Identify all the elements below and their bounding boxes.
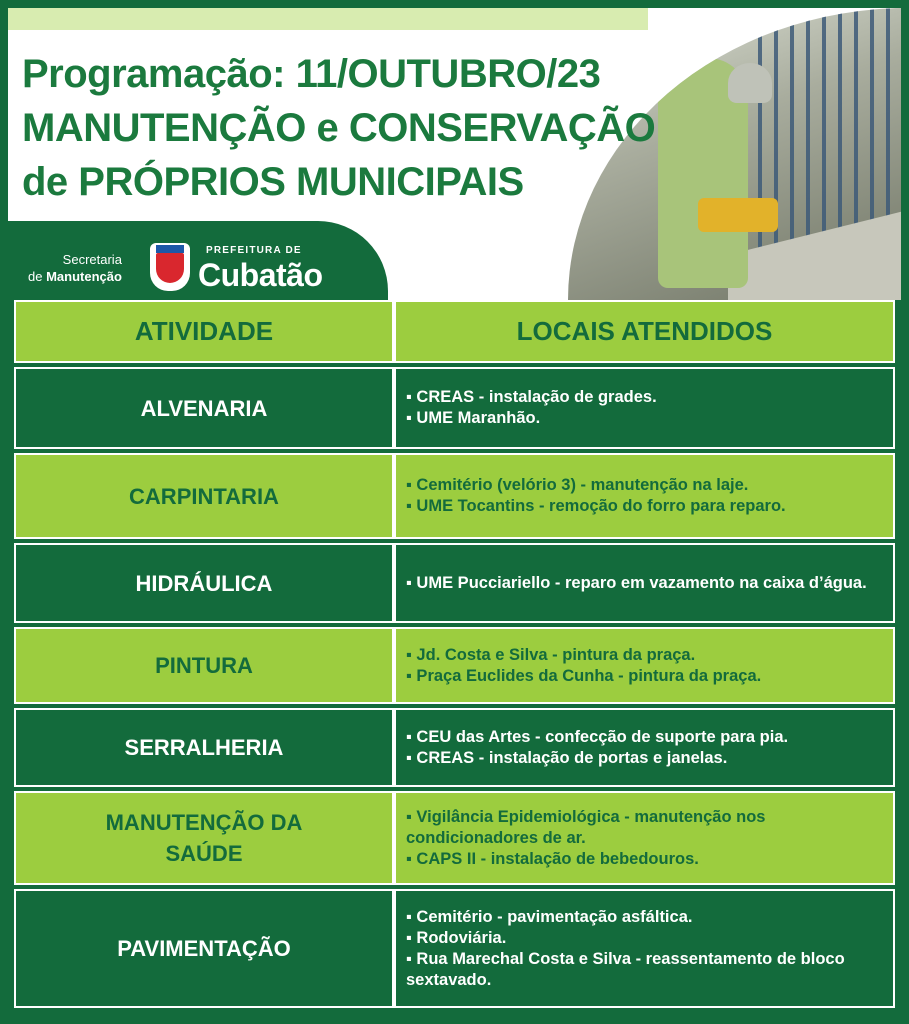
location-item: ▪ CEU das Artes - confecção de suporte para pia. (406, 727, 789, 746)
activity-label: SERRALHERIA (124, 735, 284, 760)
activity-cell (14, 708, 394, 787)
locations-cell (394, 367, 895, 449)
header-activity: ATIVIDADE (14, 300, 394, 363)
locations-list (406, 387, 657, 429)
city-crest-icon (150, 243, 190, 291)
locations-cell (394, 708, 895, 787)
activity-cell (14, 367, 394, 449)
location-item: ▪ Cemitério - pavimentação asfáltica. (406, 907, 693, 926)
secretaria-label (28, 251, 122, 285)
locations-cell (394, 791, 895, 885)
location-item: ▪ UME Tocantins - remoção do forro para reparo. (406, 497, 786, 515)
locations-list (406, 645, 761, 687)
location-item: ▪ Vigilância Epidemiológica - manutenção nos condicionadores de ar. (406, 807, 766, 847)
location-item: ▪ UME Pucciariello - reparo em vazamento na caixa d’água. (406, 573, 867, 592)
location-item: ▪ Rodoviária. (406, 928, 507, 947)
activity-label: ALVENARIA (140, 395, 268, 421)
activity-label: CARPINTARIA (129, 483, 279, 509)
secretaria-prefix: de (28, 269, 47, 284)
activity-cell (14, 889, 394, 1008)
location-item: ▪ CAPS II - instalação de bebedouros. (406, 849, 699, 868)
activity-label: PAVIMENTAÇÃO (117, 936, 291, 961)
title-line-scope: de PRÓPRIOS MUNICIPAIS (22, 160, 524, 204)
poster-header (8, 8, 901, 300)
worker-photo (568, 8, 901, 300)
locations-list (406, 907, 893, 991)
drill-shape (698, 198, 778, 232)
activity-cell (14, 627, 394, 704)
secretaria-name: Manutenção (46, 269, 122, 284)
location-item: ▪ Praça Euclides da Cunha - pintura da praça. (406, 666, 762, 685)
title-line-subject: MANUTENÇÃO e CONSERVAÇÃO (22, 106, 656, 150)
activity-cell (14, 791, 394, 885)
crest-shield-icon (156, 253, 184, 283)
locations-cell (394, 627, 895, 704)
prefeitura-label: PREFEITURA DE (206, 245, 302, 256)
secretaria-line1: Secretaria (62, 252, 122, 267)
locations-list (406, 727, 788, 769)
location-item: ▪ Cemitério (velório 3) - manutenção na laje. (406, 476, 749, 494)
activity-cell (14, 453, 394, 539)
helmet-shape (728, 63, 772, 103)
locations-list (406, 475, 786, 517)
locations-cell (394, 889, 895, 1008)
locations-list (406, 573, 867, 594)
locations-cell (394, 543, 895, 623)
location-item: ▪ Rua Marechal Costa e Silva - reassentamento de bloco sextavado. (406, 949, 845, 989)
header-locations: LOCAIS ATENDIDOS (394, 300, 895, 363)
location-item: ▪ CREAS - instalação de grades. (406, 388, 657, 406)
locations-cell (394, 453, 895, 539)
crest-top-icon (156, 245, 184, 253)
brand-bar (8, 221, 388, 300)
location-item: ▪ Jd. Costa e Silva - pintura da praça. (406, 645, 696, 664)
activity-label: HIDRÁULICA (135, 570, 273, 596)
locations-list (406, 807, 893, 870)
location-item: ▪ CREAS - instalação de portas e janelas. (406, 748, 728, 767)
activity-cell (14, 543, 394, 623)
activity-label: MANUTENÇÃO DA SAÚDE (105, 810, 303, 866)
city-logo-text: Cubatão (198, 257, 323, 293)
title-line-date: Programação: 11/OUTUBRO/23 (22, 52, 601, 96)
activity-label: PINTURA (155, 653, 253, 678)
header-top-band (8, 8, 648, 30)
location-item: ▪ UME Maranhão. (406, 409, 541, 427)
